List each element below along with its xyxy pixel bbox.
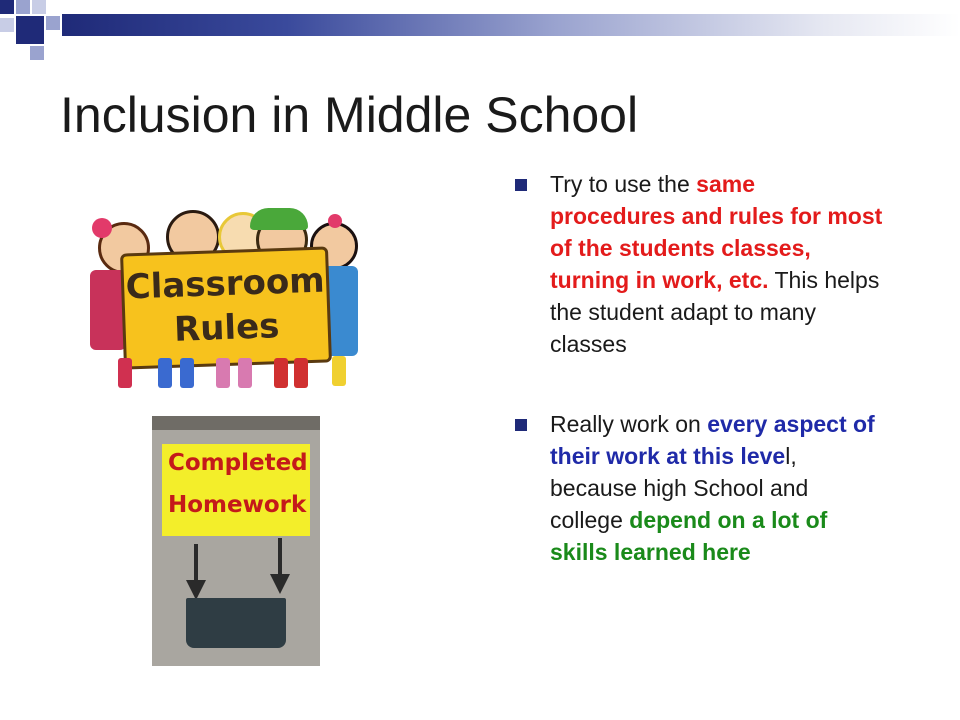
bullet-text: Really work on every aspect of their work at this level, because high School and college depend on a lot of skills learned here bbox=[550, 411, 875, 565]
square-bullet-icon bbox=[515, 179, 527, 191]
classroom-rules-image bbox=[88, 200, 360, 390]
homework-sign-line1: Completed bbox=[168, 450, 308, 476]
rules-sign bbox=[120, 246, 332, 369]
homework-sign bbox=[162, 444, 310, 536]
slide-title: Inclusion in Middle School bbox=[60, 87, 639, 143]
rules-sign-line1: Classroom bbox=[125, 260, 326, 308]
homework-tray bbox=[186, 598, 286, 648]
bullet-item bbox=[515, 168, 885, 360]
bullet-list bbox=[515, 168, 885, 568]
completed-homework-image bbox=[152, 416, 320, 666]
square-bullet-icon bbox=[515, 419, 527, 431]
homework-sign-line2: Homework bbox=[168, 492, 307, 518]
bullet-item bbox=[515, 408, 885, 568]
bullet-text: Try to use the same procedures and rules for most of the students classes, turning in work, etc. This helps the student adapt to many classes bbox=[550, 171, 883, 357]
rules-sign-line2: Rules bbox=[173, 306, 281, 350]
